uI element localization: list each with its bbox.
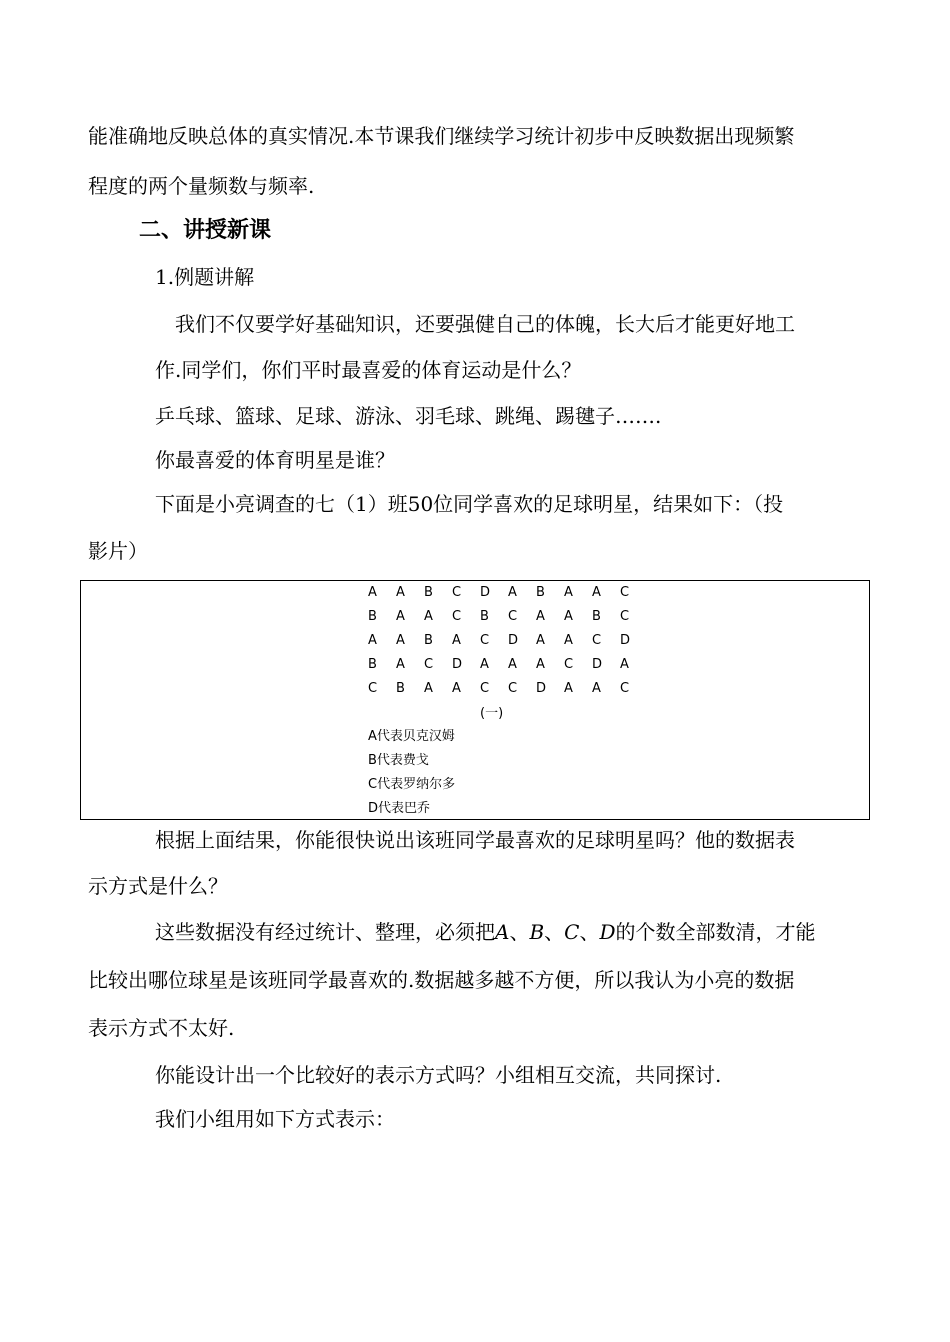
data-cell: B: [424, 633, 433, 648]
paragraph-line: 比较出哪位球星是该班同学最喜欢的.数据越多越不方便，所以我认为小亮的数据: [88, 968, 795, 992]
data-cell: A: [564, 681, 573, 696]
data-cell: A: [396, 609, 405, 624]
data-row: [368, 679, 648, 699]
data-cell: C: [564, 657, 574, 672]
table-caption: (一): [480, 706, 504, 721]
data-cell: C: [620, 609, 630, 624]
data-cell: A: [480, 657, 489, 672]
variable-a: A: [495, 920, 510, 944]
data-row: [368, 607, 648, 627]
section-heading: 二、讲授新课: [139, 218, 272, 243]
data-cell: A: [564, 585, 573, 600]
data-cell: A: [508, 657, 517, 672]
data-cell: A: [564, 633, 573, 648]
data-cell: A: [564, 609, 573, 624]
paragraph-line: 我们不仅要学好基础知识，还要强健自己的体魄，长大后才能更好地工: [175, 312, 795, 336]
data-cell: C: [452, 585, 462, 600]
paragraph-line: 乒乓球、篮球、足球、游泳、羽毛球、跳绳、踢毽子…….: [155, 404, 662, 428]
data-cell: B: [368, 609, 377, 624]
text-fragment: 、: [544, 920, 565, 944]
text-fragment: 的个数全部数清，才能: [615, 920, 816, 944]
paragraph-line: 能准确地反映总体的真实情况.本节课我们继续学习统计初步中反映数据出现频繁: [88, 124, 795, 148]
text-fragment: 、: [579, 920, 600, 944]
data-cell: A: [424, 681, 433, 696]
paragraph-line: 根据上面结果，你能很快说出该班同学最喜欢的足球明星吗？他的数据表: [155, 828, 795, 852]
data-cell: D: [480, 585, 491, 600]
data-cell: C: [452, 609, 462, 624]
paragraph-line: 我们小组用如下方式表示：: [155, 1107, 395, 1131]
paragraph-line: [155, 920, 816, 944]
data-cell: A: [536, 657, 545, 672]
text-fragment: 、: [509, 920, 530, 944]
paragraph-line: 下面是小亮调查的七（1）班50位同学喜欢的足球明星，结果如下：（投: [155, 492, 784, 516]
data-cell: B: [592, 609, 601, 624]
data-cell: D: [620, 633, 631, 648]
paragraph-line: 你最喜爱的体育明星是谁？: [155, 448, 395, 472]
legend-item: B代表费戈: [368, 753, 429, 768]
data-cell: A: [368, 585, 377, 600]
paragraph-line: 示方式是什么？: [88, 874, 228, 898]
data-cell: A: [620, 657, 629, 672]
data-cell: A: [424, 609, 433, 624]
data-cell: C: [620, 585, 630, 600]
data-cell: A: [396, 657, 405, 672]
data-cell: C: [508, 681, 518, 696]
variable-d: D: [599, 920, 616, 944]
data-row: [368, 655, 648, 675]
data-cell: A: [452, 633, 461, 648]
data-cell: A: [536, 633, 545, 648]
sub-heading: 1.例题讲解: [155, 265, 255, 289]
paragraph-line: 影片）: [88, 539, 148, 563]
data-cell: B: [480, 609, 489, 624]
data-cell: A: [536, 609, 545, 624]
data-cell: D: [452, 657, 463, 672]
data-cell: C: [424, 657, 434, 672]
legend-item: C代表罗纳尔多: [368, 777, 456, 792]
paragraph-line: 程度的两个量频数与频率.: [88, 174, 315, 198]
data-cell: C: [480, 681, 490, 696]
survey-data-box: [80, 580, 870, 820]
data-row: [368, 631, 648, 651]
variable-b: B: [529, 920, 545, 944]
data-cell: A: [508, 585, 517, 600]
legend-item: D代表巴乔: [368, 801, 431, 816]
data-cell: A: [396, 585, 405, 600]
variable-c: C: [564, 920, 580, 944]
paragraph-line: 表示方式不太好.: [88, 1016, 235, 1040]
data-cell: D: [536, 681, 547, 696]
data-cell: A: [368, 633, 377, 648]
data-cell: C: [592, 633, 602, 648]
paragraph-line: 作.同学们，你们平时最喜爱的体育运动是什么？: [155, 358, 582, 382]
data-cell: B: [424, 585, 433, 600]
data-cell: D: [592, 657, 603, 672]
data-cell: A: [592, 585, 601, 600]
legend-item: A代表贝克汉姆: [368, 729, 455, 744]
data-cell: C: [368, 681, 378, 696]
data-cell: C: [508, 609, 518, 624]
data-cell: A: [452, 681, 461, 696]
data-cell: C: [620, 681, 630, 696]
data-cell: A: [592, 681, 601, 696]
data-row: [368, 583, 648, 603]
data-cell: A: [396, 633, 405, 648]
data-cell: B: [368, 657, 377, 672]
data-cell: B: [396, 681, 405, 696]
data-cell: D: [508, 633, 519, 648]
text-fragment: 这些数据没有经过统计、整理，必须把: [155, 920, 495, 944]
data-cell: C: [480, 633, 490, 648]
paragraph-line: 你能设计出一个比较好的表示方式吗？小组相互交流，共同探讨.: [155, 1063, 722, 1087]
data-cell: B: [536, 585, 545, 600]
